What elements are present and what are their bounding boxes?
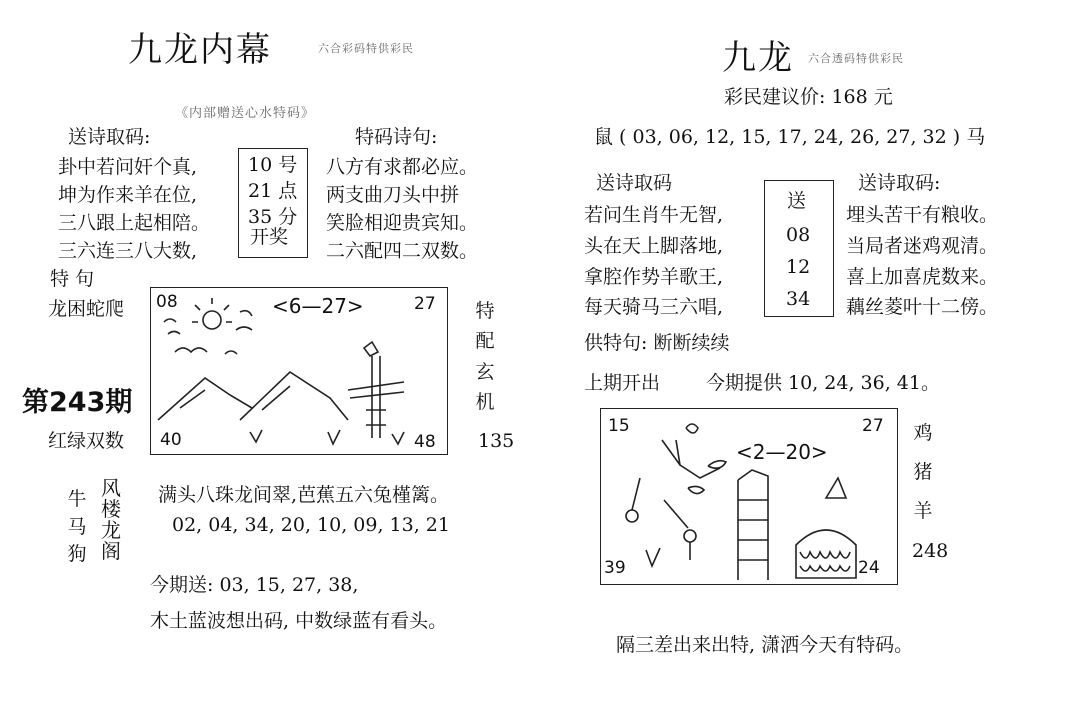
right-side-vertical-char-1: 鸡 [913,422,933,444]
left-pic-top-left: 08 [156,292,178,312]
issue-label: 第243期 [22,387,133,418]
right-num-248: 248 [912,540,949,562]
zodiac-char-2: 马 [67,515,87,538]
right-poem-left-line-1: 若问生肖牛无智, [584,204,724,226]
tower-char-2: 楼 [101,497,121,521]
left-center-box-line-1: 10 号 [248,154,298,176]
right-poem-right-line-4: 藕丝菱叶十二傍。 [846,296,999,318]
left-poem-right-line-1: 八方有求都必应。 [326,156,479,178]
right-this-period: 今期提供 10, 24, 36, 41。 [706,372,940,394]
left-subtitle: 《内部赠送心水特码》 [175,106,316,121]
left-poem-left-line-4: 三六连三八大数, [58,240,198,262]
zodiac-char-1: 牛 [67,488,87,510]
tower-char-4: 阁 [101,539,121,563]
right-rat-line: 鼠 ( 03, 06, 12, 15, 17, 24, 26, 27, 32 ) 马 [594,126,986,148]
left-poem-right-line-2: 两支曲刀头中拼 [326,184,460,206]
right-center-box-line-3: 12 [786,256,811,278]
right-pic-top-center: <2—20> [736,440,828,464]
left-today-send: 今期送: 03, 15, 27, 38, [150,574,359,596]
left-poem-line: 满头八珠龙间翠,芭蕉五六兔槿篱。 [158,484,450,506]
left-poem-left-line-1: 卦中若问奸个真, [58,156,198,178]
right-poem-right-line-3: 喜上加喜虎数来。 [846,266,999,288]
right-title-sub: 六合透码特供彩民 [808,52,904,65]
left-pic-top-right: 27 [414,294,436,314]
left-poem-left-header: 送诗取码: [68,126,151,148]
right-last-period: 上期开出 [584,372,661,394]
left-poem-left-line-2: 坤为作来羊在位, [58,184,198,206]
tower-char-1: 风 [101,476,121,500]
left-side-vertical-char-4: 机 [475,391,495,414]
left-side-vertical-char-3: 玄 [475,360,495,383]
right-price: 彩民建议价: 168 元 [724,86,893,108]
right-poem-right-header: 送诗取码: [858,172,941,194]
left-poem-left-line-3: 三八跟上起相陪。 [58,212,211,234]
left-center-box-line-2: 21 点 [248,180,298,202]
right-side-vertical-char-2: 猪 [913,460,933,483]
right-poem-right-line-1: 埋头苦干有粮收。 [846,204,999,226]
tower-char-3: 龙 [101,518,121,542]
left-side-vertical-char-1: 特 [475,300,495,322]
right-title: 九龙 [722,38,794,78]
right-center-box-line-1: 送 [787,190,807,212]
right-final-line: 隔三差出来出特, 潇洒今天有特码。 [616,634,914,656]
right-center-box-line-4: 34 [786,288,811,310]
left-dragon-line: 龙困蛇爬 [48,298,125,320]
left-pic-bottom-left: 40 [160,430,182,450]
right-poem-left-line-2: 头在天上脚落地, [584,235,724,257]
right-pic-bottom-left: 39 [604,558,626,578]
left-center-box-line-4: 开奖 [250,226,289,248]
left-final-line: 木土蓝波想出码, 中数绿蓝有看头。 [150,610,448,632]
left-side-vertical-char-2: 配 [475,330,495,353]
left-special-label: 特 句 [50,268,95,290]
right-pic-top-left: 15 [608,416,630,436]
left-poem-right-line-3: 笑脸相迎贵宾知。 [326,212,479,234]
right-side-vertical-char-3: 羊 [913,499,933,522]
left-poem-right-header: 特码诗句: [355,126,438,148]
left-pic-top-center: <6—27> [272,294,364,318]
left-num-135: 135 [478,430,515,452]
left-center-box-line-3: 35 分 [248,206,298,228]
left-poem-right-line-4: 二六配四二双数。 [326,240,479,262]
left-title: 九龙内幕 [128,30,272,70]
left-title-sub: 六合彩码特供彩民 [318,42,414,55]
left-pic-bottom-right: 48 [414,432,436,452]
right-poem-left-header: 送诗取码 [596,172,673,194]
right-poem-left-line-3: 拿腔作势羊歌王, [584,266,724,288]
right-poem-right-line-2: 当局者迷鸡观清。 [846,235,999,257]
right-special-line: 供特句: 断断续续 [584,332,730,354]
left-red-green: 红绿双数 [48,430,125,452]
zodiac-char-3: 狗 [67,543,87,566]
right-side-vertical [912,414,934,531]
left-numbers-line: 02, 04, 34, 20, 10, 09, 13, 21 [172,514,450,536]
right-pic-bottom-right: 24 [858,558,880,578]
right-center-box-line-2: 08 [786,224,811,246]
right-poem-left-line-4: 每天骑马三六唱, [584,296,724,318]
right-pic-top-right: 27 [862,416,884,436]
